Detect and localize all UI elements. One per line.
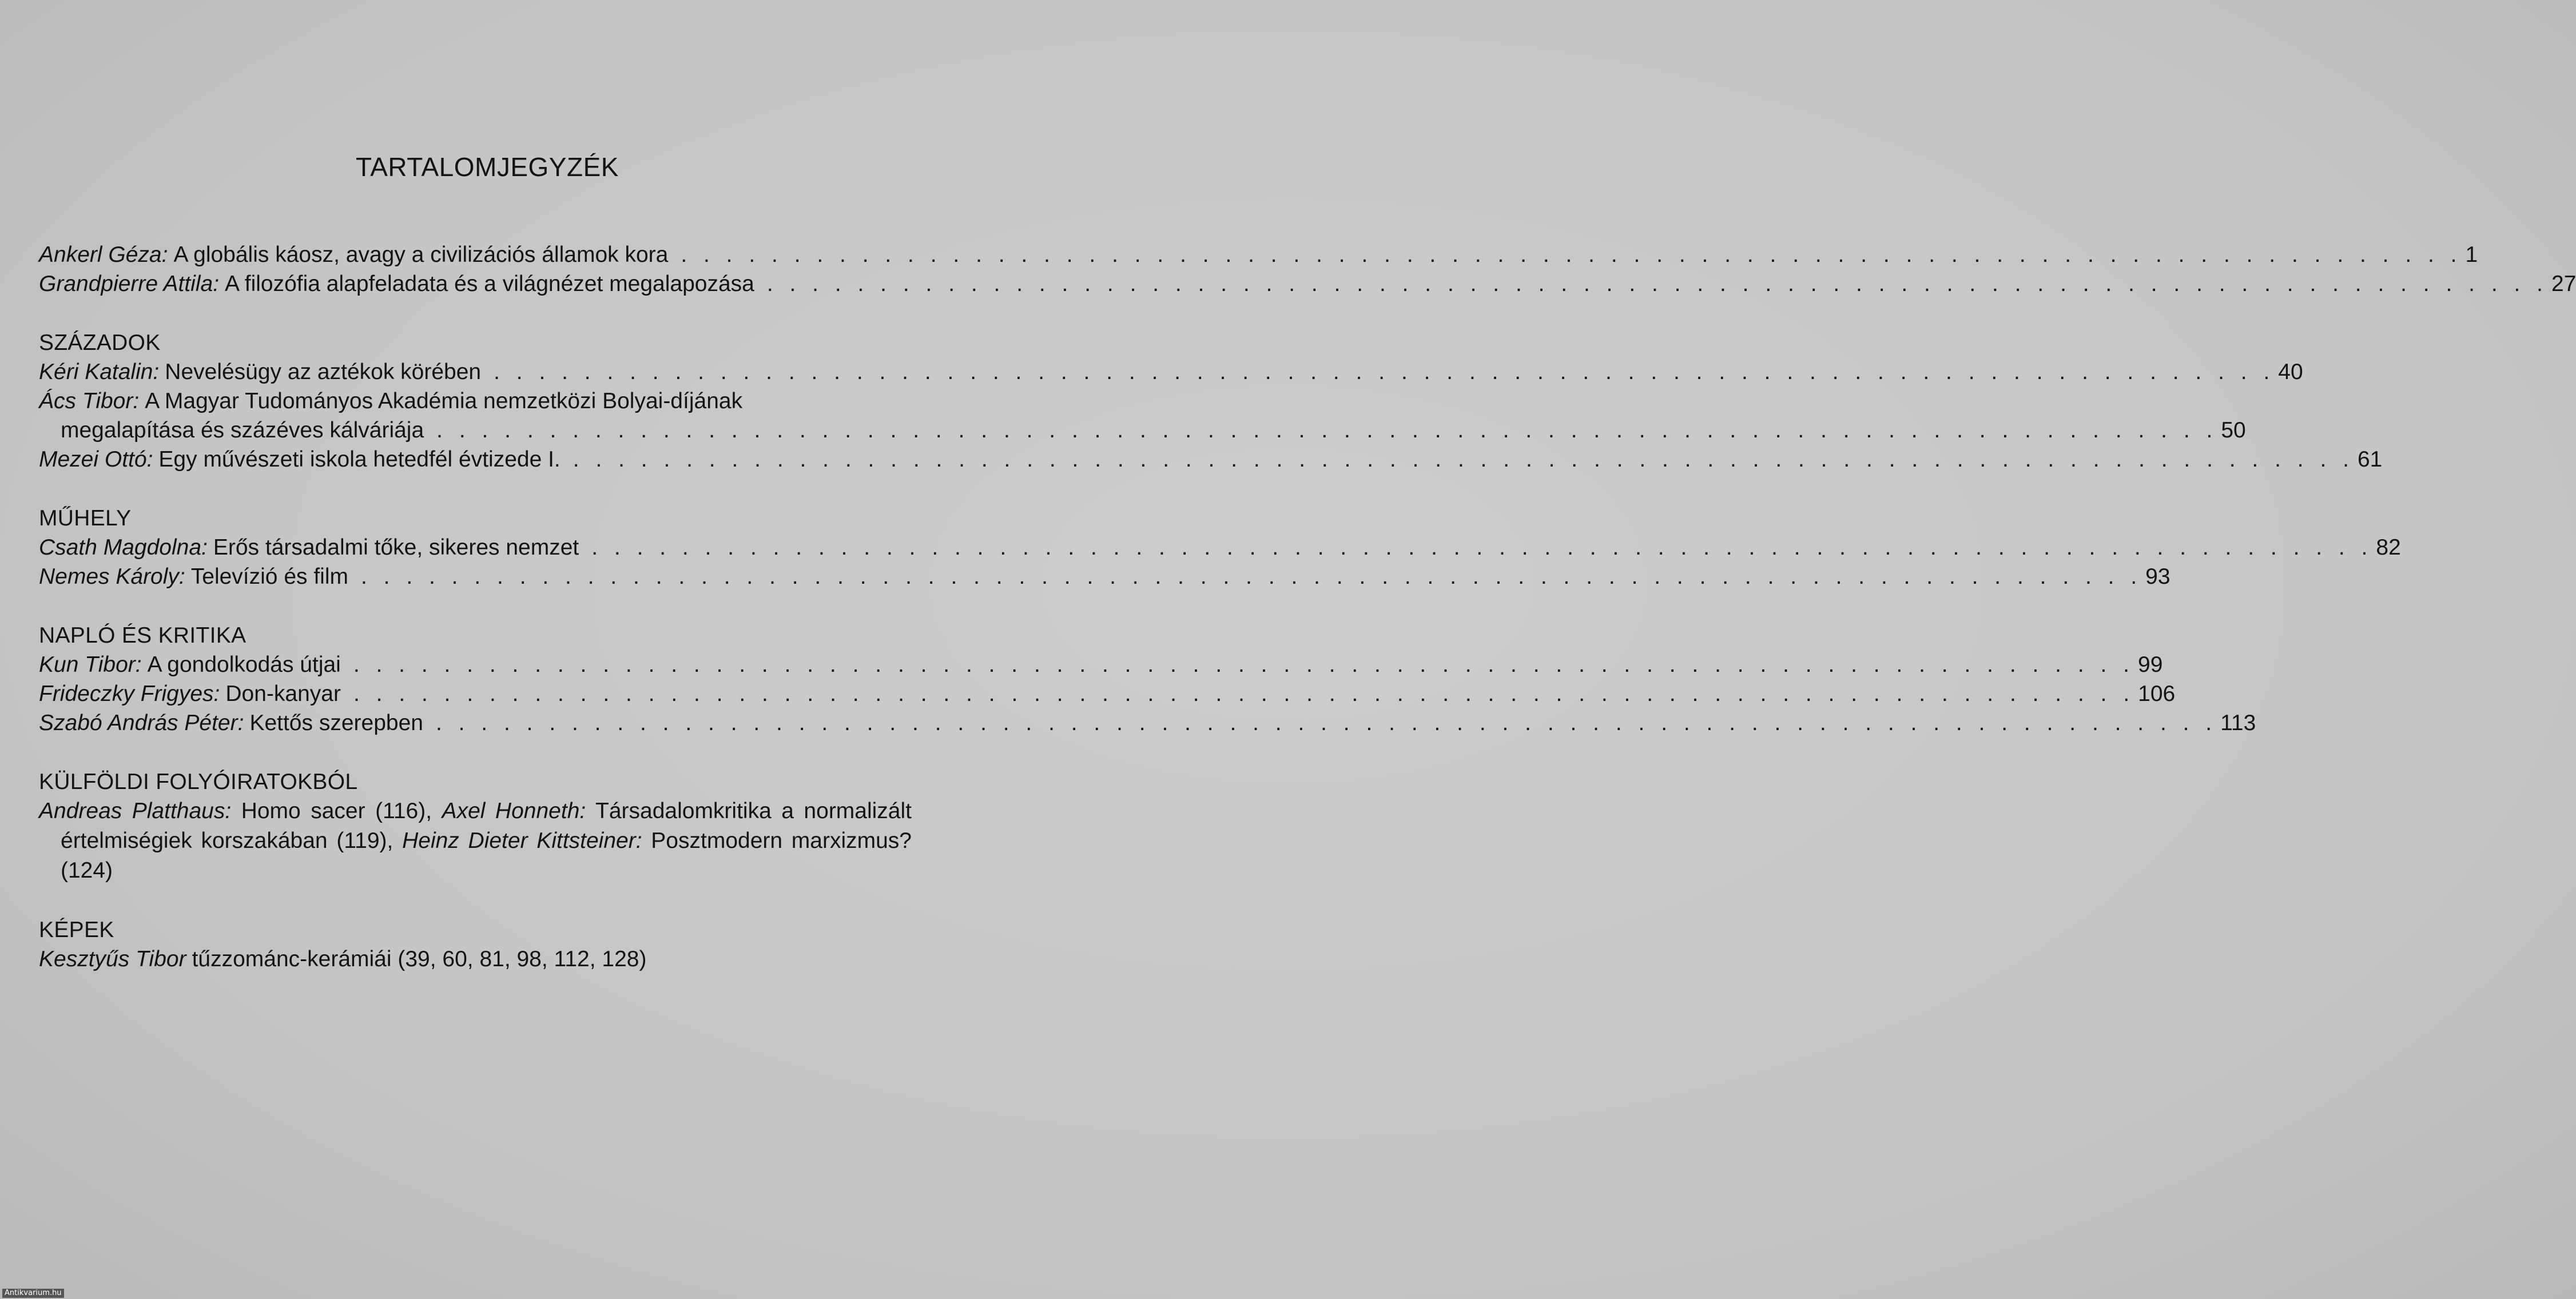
dot-leader: . . . . . . . . . . . . . . . . . . . . . . . . . . . . . . . . . . . . . . . . . . . . . . . . . . . . . . . . . . . . . . . . . . . . . . . . . . . . . . . — [361, 564, 2142, 589]
foreign-journals-paragraph — [39, 796, 912, 886]
section-heading: KÜLFÖLDI FOLYÓIRATOKBÓL — [39, 770, 358, 794]
section-heading: KÉPEK — [39, 918, 114, 942]
toc-entry — [39, 708, 2256, 738]
entry-title: Erős társadalmi tőke, sikeres nemzet — [213, 535, 579, 560]
dot-leader: . . . . . . . . . . . . . . . . . . . . . . . . . . . . . . . . . . . . . . . . . . . . . . . . . . . . . . . . . . . . . . . . . . . . . . . . . . . . . . . — [436, 418, 2218, 443]
entry-page: 106 — [2138, 682, 2176, 706]
entry-page: 27 — [2551, 272, 2576, 296]
entry-author: Kun Tibor: — [39, 652, 142, 677]
entry-title: Kettős szerepben — [249, 711, 423, 735]
entry-title: tűzzománc-kerámiái (39, 60, 81, 98, 112, 128) — [192, 947, 647, 971]
entry-title: A gondolkodás útjai — [147, 652, 341, 677]
entry-author: Frideczky Frigyes: — [39, 682, 220, 706]
entry-title: Posztmodern marxizmus? (124) — [61, 828, 912, 883]
entry-page: 40 — [2278, 360, 2303, 384]
entry-page: 61 — [2357, 447, 2383, 472]
entry-title: Társadalomkritika a normalizált értelmiségiek korszakában (119), — [61, 799, 912, 853]
entry-author: Andreas Platthaus: — [39, 799, 232, 823]
entry-title: A Magyar Tudományos Akadémia nemzetközi Bolyai-díjának — [145, 389, 743, 413]
entry-title: Don-kanyar — [225, 682, 341, 706]
entry-page: 99 — [2138, 652, 2163, 677]
section-heading: SZÁZADOK — [39, 330, 161, 355]
dot-leader: . . . . . . . . . . . . . . . . . . . . . . . . . . . . . . . . . . . . . . . . . . . . . . . . . . . . . . . . . . . . . . . . . . . . . . . . . . . . . . . — [494, 360, 2275, 384]
entry-title: megalapítása és százéves kálváriája — [61, 418, 424, 443]
entry-author: Mezei Ottó: — [39, 447, 153, 472]
entry-title: A filozófia alapfeladata és a világnézet megalapozása — [225, 272, 754, 296]
dot-leader: . . . . . . . . . . . . . . . . . . . . . . . . . . . . . . . . . . . . . . . . . . . . . . . . . . . . . . . . . . . . . . . . . . . . . . . . . . . . . . . — [766, 272, 2548, 296]
entry-title: Egy művészeti iskola hetedfél évtizede I. — [158, 447, 560, 472]
toc-entry — [39, 945, 912, 974]
entry-author: Axel Honneth: — [442, 799, 586, 823]
toc-entry — [39, 386, 912, 416]
dot-leader: . . . . . . . . . . . . . . . . . . . . . . . . . . . . . . . . . . . . . . . . . . . . . . . . . . . . . . . . . . . . . . . . . . . . . . . . . . . . . . . — [353, 652, 2135, 677]
toc-entry-continuation — [39, 416, 2246, 445]
dot-leader: . . . . . . . . . . . . . . . . . . . . . . . . . . . . . . . . . . . . . . . . . . . . . . . . . . . . . . . . . . . . . . . . . . . . . . . . . . . . . . . — [591, 535, 2373, 560]
entry-author: Ankerl Géza: — [39, 242, 168, 267]
entry-author: Nemes Károly: — [39, 564, 185, 589]
entry-title: A globális káosz, avagy a civilizációs államok kora — [173, 242, 669, 267]
dot-leader: . . . . . . . . . . . . . . . . . . . . . . . . . . . . . . . . . . . . . . . . . . . . . . . . . . . . . . . . . . . . . . . . . . . . . . . . . . . . . . . — [353, 682, 2135, 706]
toc-entry — [39, 679, 2176, 708]
toc-entry — [39, 533, 2401, 562]
section-heading: MŰHELY — [39, 506, 132, 531]
toc-entry — [39, 357, 2303, 386]
entry-title: Televízió és film — [190, 564, 348, 589]
toc-entry — [39, 269, 2576, 298]
entry-title: Homo sacer (116), — [241, 799, 432, 823]
toc-entry — [39, 650, 2163, 679]
entry-author: Szabó András Péter: — [39, 711, 244, 735]
dot-leader: . . . . . . . . . . . . . . . . . . . . . . . . . . . . . . . . . . . . . . . . . . . . . . . . . . . . . . . . . . . . . . . . . . . . . . . . . . . . . . . — [435, 711, 2217, 735]
entry-page: 1 — [2465, 242, 2478, 267]
table-of-contents — [39, 240, 2576, 974]
page-title: TARTALOMJEGYZÉK — [356, 152, 619, 182]
toc-entry — [39, 445, 2383, 474]
dot-leader: . . . . . . . . . . . . . . . . . . . . . . . . . . . . . . . . . . . . . . . . . . . . . . . . . . . . . . . . . . . . . . . . . . . . . . . . . . . . . . . — [681, 242, 2462, 267]
section-heading: NAPLÓ ÉS KRITIKA — [39, 623, 247, 648]
entry-author: Kesztyűs Tibor — [39, 947, 186, 971]
toc-entry — [39, 240, 2478, 269]
entry-author: Kéri Katalin: — [39, 360, 160, 384]
watermark: Antikvarium.hu — [2, 1289, 64, 1298]
entry-author: Grandpierre Attila: — [39, 272, 220, 296]
entry-page: 82 — [2376, 535, 2401, 560]
entry-page: 50 — [2221, 418, 2246, 443]
entry-author: Heinz Dieter Kittsteiner: — [402, 828, 642, 853]
entry-page: 93 — [2145, 564, 2170, 589]
entry-author: Csath Magdolna: — [39, 535, 208, 560]
entry-page: 113 — [2220, 711, 2256, 735]
entry-title: Nevelésügy az aztékok körében — [165, 360, 482, 384]
dot-leader: . . . . . . . . . . . . . . . . . . . . . . . . . . . . . . . . . . . . . . . . . . . . . . . . . . . . . . . . . . . . . . . . . . . . . . . . . . . . . . . — [573, 447, 2354, 472]
entry-author: Ács Tibor: — [39, 389, 140, 413]
toc-entry — [39, 562, 2170, 591]
